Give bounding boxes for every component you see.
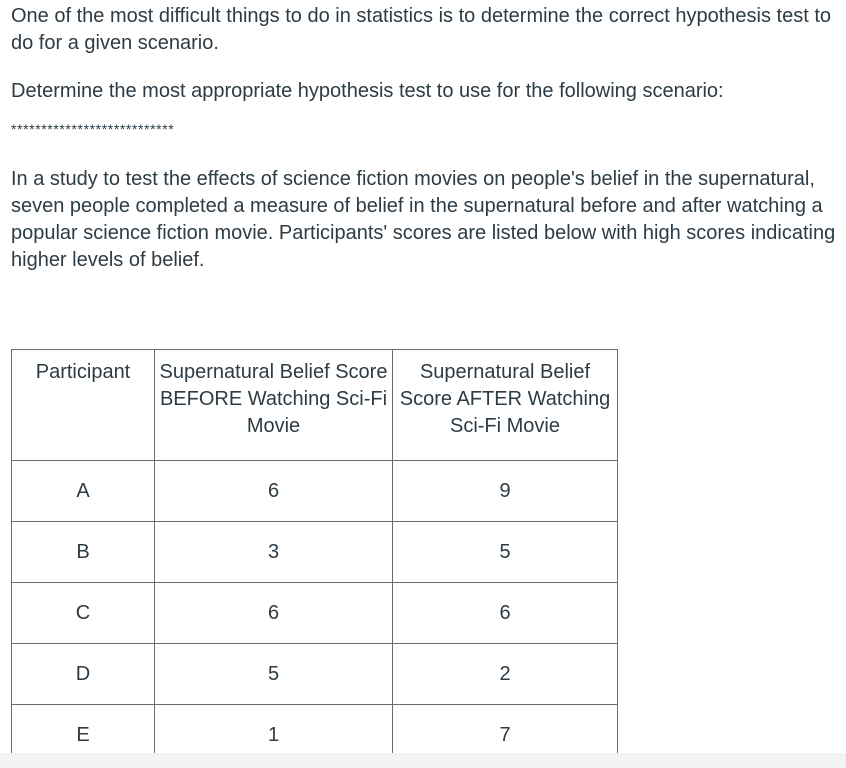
after-score-cell: 2 bbox=[393, 644, 618, 705]
before-score-cell: 6 bbox=[155, 583, 393, 644]
question-content bbox=[11, 3, 841, 274]
before-score-cell: 5 bbox=[155, 644, 393, 705]
table-row bbox=[12, 522, 618, 583]
scores-table bbox=[11, 349, 618, 766]
header-after-score: Supernatural Belief Score AFTER Watching Sci-Fi Movie bbox=[393, 350, 618, 461]
after-score-cell: 7 bbox=[393, 705, 618, 766]
table-row bbox=[12, 461, 618, 522]
intro-paragraph: One of the most difficult things to do in statistics is to determine the correct hypothesis test to do for a given scenario. bbox=[11, 5, 832, 54]
before-score-cell: 6 bbox=[155, 461, 393, 522]
bottom-strip bbox=[0, 753, 846, 768]
participant-cell: D bbox=[12, 644, 155, 705]
participant-cell: C bbox=[12, 583, 155, 644]
header-before-score: Supernatural Belief Score BEFORE Watching Sci-Fi Movie bbox=[155, 350, 393, 461]
participant-cell: E bbox=[12, 705, 155, 766]
after-score-cell: 6 bbox=[393, 583, 618, 644]
header-participant: Participant bbox=[12, 350, 155, 461]
table-row bbox=[12, 644, 618, 705]
before-score-cell: 1 bbox=[155, 705, 393, 766]
after-score-cell: 9 bbox=[393, 461, 618, 522]
table-header-row bbox=[12, 350, 618, 461]
participant-cell: A bbox=[12, 461, 155, 522]
before-score-cell: 3 bbox=[155, 522, 393, 583]
separator-stars: *************************** bbox=[11, 121, 175, 137]
participant-cell: B bbox=[12, 522, 155, 583]
table-row bbox=[12, 583, 618, 644]
instruction-paragraph: Determine the most appropriate hypothesis test to use for the following scenario: bbox=[11, 80, 724, 102]
scenario-paragraph: In a study to test the effects of science fiction movies on people's belief in the supernatural, seven people completed a measure of belief in the supernatural before and after watching a popular science fiction movie. Participants' scores are listed below with high scores indicating higher levels of belief. bbox=[11, 168, 836, 271]
after-score-cell: 5 bbox=[393, 522, 618, 583]
